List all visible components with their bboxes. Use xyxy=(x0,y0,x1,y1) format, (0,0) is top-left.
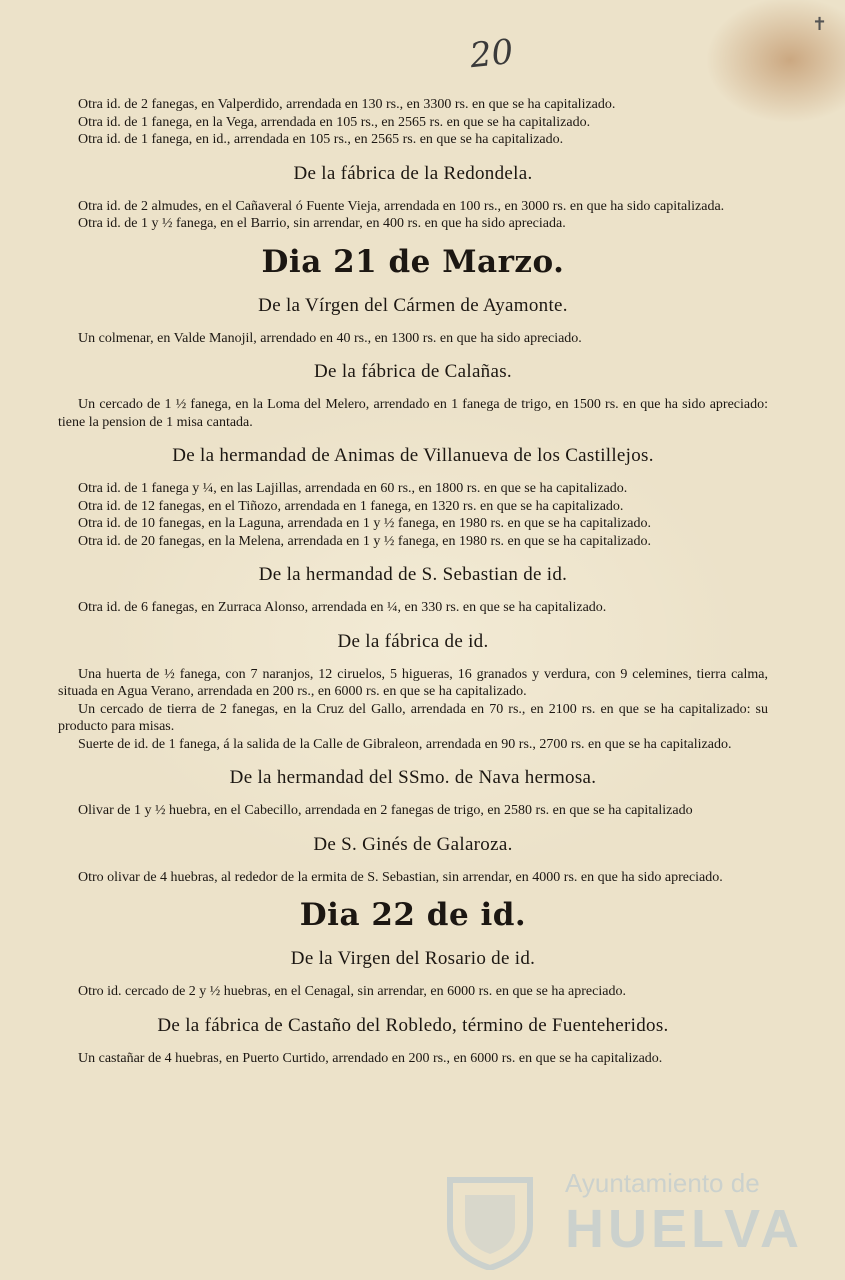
entry-paragraph: Otra id. de 20 fanegas, en la Melena, arrendada en 1 y ½ fanega, en 1980 rs. en que se ha capitalizado. xyxy=(78,533,651,549)
entry-paragraph: Otra id. de 1 fanega, en id., arrendada en 105 rs., en 2565 rs. en que se ha capitalizado. xyxy=(78,132,564,147)
entry-paragraph: Una huerta de ½ fanega, con 7 naranjos, 12 ciruelos, 5 higueras, 16 granados y verdura, con 9 celemines, tierra calma, situada en Agua Verano, arrendada en 200 rs., en 6000 rs. en que se ha capitalizado. xyxy=(58,666,768,699)
section-heading: De la hermandad de S. Sebastian de id. xyxy=(258,564,568,585)
entry-paragraph: Un cercado de 1 ½ fanega, en la Loma del Melero, arrendado en 1 fanega de trigo, en 1500 rs. en que ha sido apreciado: tiene la pension de 1 misa cantada. xyxy=(58,397,768,430)
entry-paragraph: Otra id. de 10 fanegas, en la Laguna, arrendada en 1 y ½ fanega, en 1980 rs. en que se ha capitalizado. xyxy=(78,516,651,531)
entry-paragraph: Suerte de id. de 1 fanega, á la salida de la Calle de Gibraleon, arrendada en 90 rs., 2700 rs. en que se ha capitalizado. xyxy=(78,736,732,752)
section-heading: De la Virgen del Rosario de id. xyxy=(290,948,536,969)
watermark-line-2: HUELVA xyxy=(565,1199,803,1259)
entry-paragraph: Otra id. de 2 fanegas, en Valperdido, arrendada en 130 rs., en 3300 rs. en que se ha capitalizado. xyxy=(78,97,616,112)
section-heading: De la Vírgen del Cármen de Ayamonte. xyxy=(258,294,568,316)
entry-paragraph: Otra id. de 6 fanegas, en Zurraca Alonso, arrendada en ¼, en 330 rs. en que se ha capitalizado. xyxy=(78,600,607,615)
day-heading: Dia 21 de Marzo. xyxy=(261,243,565,280)
entry-paragraph: Otro olivar de 4 huebras, al rededor de la ermita de S. Sebastian, sin arrendar, en 4000 rs. en que ha sido apreciado. xyxy=(78,869,723,885)
entry-paragraph: Un colmenar, en Valde Manojil, arrendado en 40 rs., en 1300 rs. en que ha sido apreciado. xyxy=(78,330,582,346)
entry-paragraph: Otra id. de 1 fanega, en la Vega, arrendada en 105 rs., en 2565 rs. en que se ha capitalizado. xyxy=(78,114,591,130)
section-heading: De la hermandad de Animas de Villanueva de los Castillejos. xyxy=(172,445,654,466)
entry-paragraph: Otra id. de 12 fanegas, en el Tiñozo, arrendada en 1 fanega, en 1320 rs. en que se ha capitalizado. xyxy=(78,498,624,514)
document-body xyxy=(58,96,768,1067)
section-heading: De la fábrica de Calañas. xyxy=(314,361,512,382)
corner-mark: ✝ xyxy=(812,14,828,34)
page-number: 20 xyxy=(468,31,516,77)
entry-paragraph: Otra id. de 1 fanega y ¼, en las Lajillas, arrendada en 60 rs., en 1800 rs. en que se ha capitalizado. xyxy=(78,481,628,496)
entry-paragraph: Otra id. de 2 almudes, en el Cañaveral ó Fuente Vieja, arrendada en 100 rs., en 3000 rs. en que ha sido capitalizada. xyxy=(78,198,725,214)
entry-paragraph: Un cercado de tierra de 2 fanegas, en la Cruz del Gallo, arrendada en 70 rs., en 2100 rs. en que se ha capitalizado: su producto para misas. xyxy=(58,701,768,734)
section-heading: De la fábrica de la Redondela. xyxy=(293,162,533,184)
entry-paragraph: Olivar de 1 y ½ huebra, en el Cabecillo, arrendada en 2 fanegas de trigo, en 2580 rs. en que se ha capitalizado xyxy=(78,803,693,818)
section-heading: De S. Ginés de Galaroza. xyxy=(313,833,513,855)
section-heading: De la fábrica de id. xyxy=(337,630,489,652)
section-heading: De la hermandad del SSmo. de Nava hermosa. xyxy=(229,767,597,788)
entry-paragraph: Otra id. de 1 y ½ fanega, en el Barrio, sin arrendar, en 400 rs. en que ha sido apreciada. xyxy=(78,216,566,231)
entry-paragraph: Un castañar de 4 huebras, en Puerto Curtido, arrendado en 200 rs., en 6000 rs. en que se ha capitalizado. xyxy=(78,1050,663,1066)
entry-paragraph: Otro id. cercado de 2 y ½ huebras, en el Cenagal, sin arrendar, en 6000 rs. en que se ha apreciado. xyxy=(78,984,626,999)
section-heading: De la fábrica de Castaño del Robledo, término de Fuenteheridos. xyxy=(157,1014,669,1036)
watermark-line-1: Ayuntamiento de xyxy=(565,1168,760,1198)
day-heading: Dia 22 de id. xyxy=(299,897,527,933)
